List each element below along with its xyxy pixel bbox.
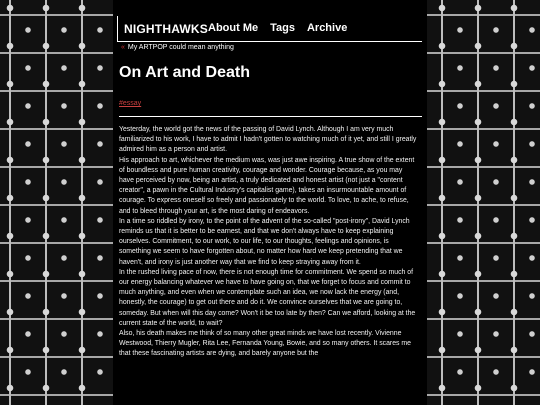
nav-about-me[interactable]: About Me — [208, 22, 259, 34]
previous-post-link[interactable] — [121, 44, 234, 51]
post-paragraph: In a time so riddled by irony, to the point of the advent of the so-called "post-irony", David Lynch reminds us that it is better to be earnest, and that we don't always have to keep explaining ourselves. Commitment, to our work, to our life, to our thoughts, feelings and opinions, is something we seem to have forgotten about, no matter how hard we keep pretending that we haven't, and irony is just another way that we find to keep straying away from it. — [119, 217, 410, 266]
nav-archive[interactable]: Archive — [306, 22, 348, 34]
nav-tags[interactable]: Tags — [270, 22, 295, 34]
post-tag-link[interactable]: #essay — [119, 100, 142, 107]
post-paragraph: In the rushed living pace of now, there is not enough time for commitment. We spend so much of our energy balancing whatever we have to have going on, that we forget to focus and commit to much anything, and even when we contemplate such an idea, we now lack the energy (and, honestly, the courage) to get out there and do it. We convince ourselves that we are going to, someday. But when will this day come? Won't it be too late by then? Can we afford, looking at the current state of the world, to wait? — [119, 268, 416, 327]
site-brand[interactable]: NIGHTHAWKS — [124, 22, 208, 36]
post-paragraph: Also, his death makes me think of so many other great minds we have lost recently. Vivienne Westwood, Thierry Mugler, Rita Lee, Fernanda Young, Bowie, and so many others. It scares me that these fascinating artists are dying, and barely anyone but the — [119, 330, 411, 358]
post-title: On Art and Death — [119, 64, 250, 81]
page-container — [113, 0, 427, 405]
previous-post-title: My ARTPOP could mean anything — [127, 44, 234, 51]
site-header — [117, 16, 422, 42]
title-divider — [119, 116, 422, 117]
post-body — [119, 125, 419, 360]
post-paragraph: Yesterday, the world got the news of the passing of David Lynch. Although I am very much familiarized to his work, I have to admit I hadn't gotten to watching much of it yet, and still I greatly admired him as a person and artist. — [119, 126, 417, 154]
back-arrow-icon: « — [121, 44, 125, 51]
main-nav — [208, 22, 347, 34]
post-paragraph: His approach to art, whichever the medium was, was just awe inspiring. A true show of the extent of boundless and pure human creativity, courage and wonder. Courage because, as you may have perceived by now, being an artist, a truly dedicated and honest artist (not just a "content creator", a pawn in the Cultural Industry's capitalist game), takes an insurmountable amount of courage. To express oneself so freely and passionately to the world. To love, to ache, to refuse, and to bleed through your art, is the most daring of endeavors. — [119, 156, 415, 215]
